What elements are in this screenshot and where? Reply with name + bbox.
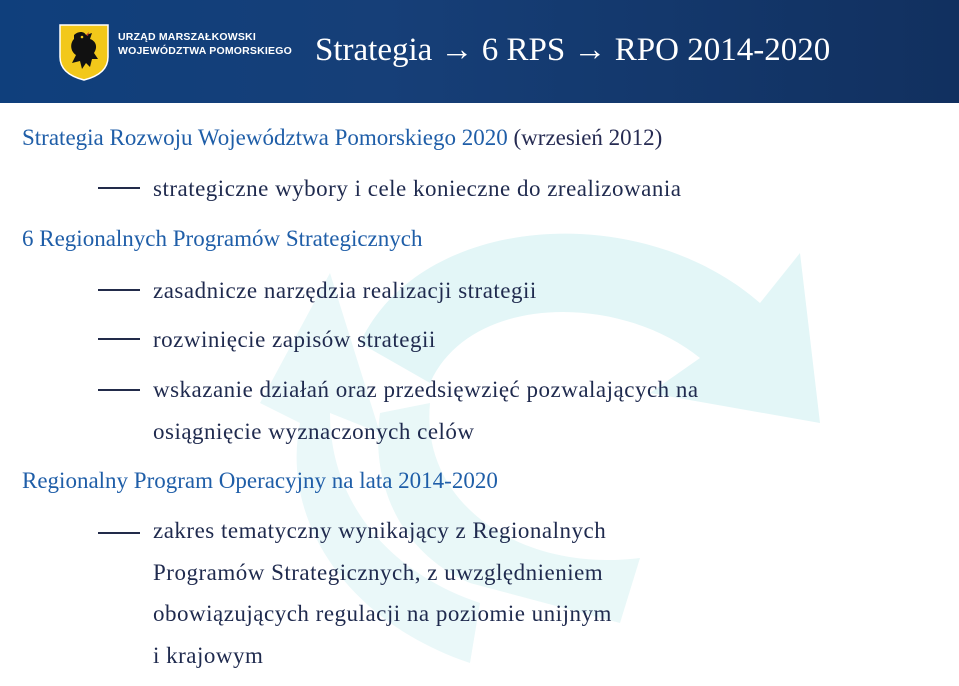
bullet-text: zakres tematyczny wynikający z Regionalnych — [153, 518, 607, 543]
section-heading: 6 Regionalnych Programów Strategicznych — [22, 226, 423, 251]
bullet-dash — [98, 187, 140, 189]
section-heading: Regionalny Program Operacyjny na lata 2014-2020 — [22, 468, 498, 493]
bullet-text: rozwinięcie zapisów strategii — [153, 327, 436, 352]
bullet-text: wskazanie działań oraz przedsięwzięć pozwalających na — [153, 377, 699, 402]
bullet-text-continued: i krajowym — [153, 643, 264, 668]
org-line-2: WOJEWÓDZTWA POMORSKIEGO — [118, 45, 292, 57]
bullet-text-continued: osiągnięcie wyznaczonych celów — [153, 419, 475, 444]
section-heading — [22, 123, 662, 153]
org-line-1: URZĄD MARSZAŁKOWSKI — [118, 31, 256, 43]
slide-title: Strategia → 6 RPS → RPO 2014-2020 — [315, 32, 831, 68]
bullet-dash — [98, 289, 140, 291]
bullet-text-continued: obowiązujących regulacji na poziomie unijnym — [153, 601, 612, 626]
section-heading-text: Strategia Rozwoju Województwa Pomorskiego 2020 — [22, 125, 508, 150]
bullet-text-continued: Programów Strategicznych, z uwzględnieniem — [153, 560, 604, 585]
bullet-text: strategiczne wybory i cele konieczne do zrealizowania — [153, 176, 682, 201]
bullet-text: zasadnicze narzędzia realizacji strategii — [153, 278, 537, 303]
section-heading-date: (wrzesień 2012) — [513, 125, 663, 150]
bullet-dash — [98, 338, 140, 340]
bullet-dash — [98, 532, 140, 534]
bullet-dash — [98, 389, 140, 391]
